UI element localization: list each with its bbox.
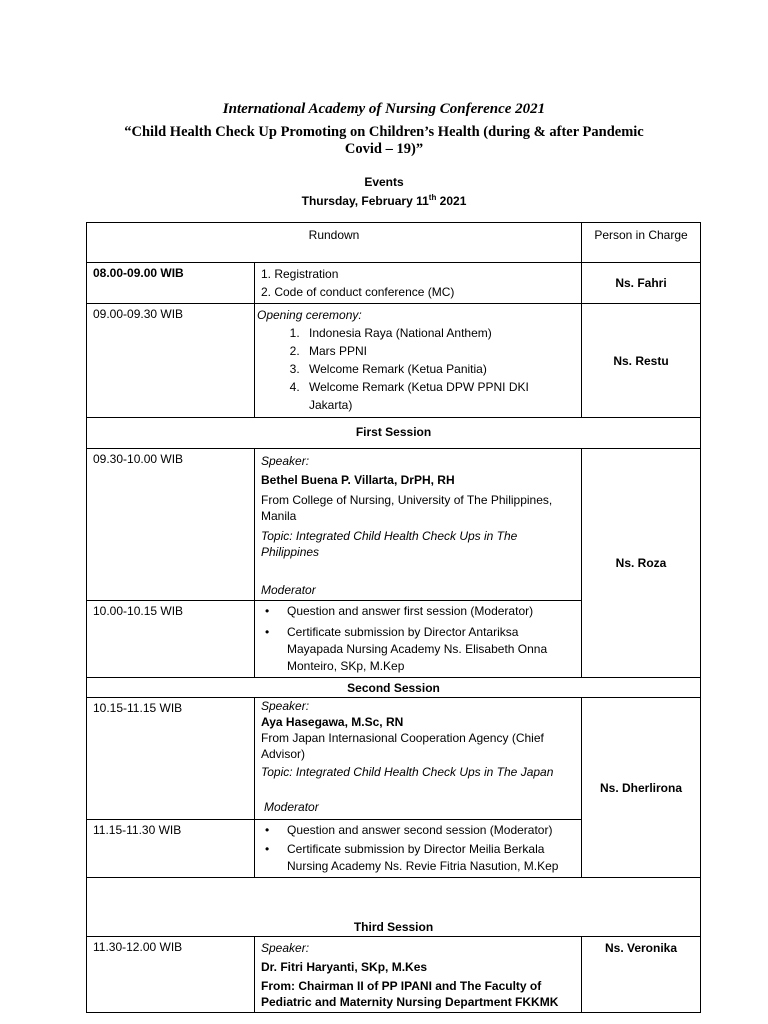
ceremony-list: [257, 324, 575, 414]
time-cell: 10.00-10.15 WIB: [87, 601, 255, 678]
list-item: 2. Code of conduct conference (MC): [261, 285, 455, 299]
list-item: • Certificate submission by Director Meilia Berkala Nursing Academy Ns. Revie Fitria Nasution, M.Kep: [281, 841, 575, 875]
speaker-name: Bethel Buena P. Villarta, DrPH, RH: [261, 473, 455, 487]
list-item: 3. Welcome Remark (Ketua Panitia): [303, 360, 575, 378]
speaker-label: Speaker:: [261, 941, 310, 955]
events-heading: [0, 174, 768, 209]
table-row: [87, 263, 701, 304]
activity-cell: [255, 820, 582, 878]
ceremony-label: Opening ceremony:: [257, 308, 362, 322]
list-item: 1. Indonesia Raya (National Anthem): [303, 324, 575, 342]
session-title: Third Session: [87, 878, 701, 937]
speaker-affiliation: From Japan Internasional Cooperation Agency (Chief Advisor): [261, 731, 544, 761]
conference-theme: “Child Health Check Up Promoting on Children’s Health (during & after Pandemic Covid – 19)”: [124, 124, 644, 157]
speaker-cell: [255, 449, 582, 601]
list-item: • Question and answer second session (Moderator): [281, 822, 575, 839]
time-cell: 10.15-11.15 WIB: [87, 698, 255, 820]
list-item: • Question and answer first session (Moderator): [281, 603, 575, 620]
time-cell: 11.30-12.00 WIB: [87, 937, 255, 1013]
list-item: 4. Welcome Remark (Ketua DPW PPNI DKI Jakarta): [303, 378, 575, 414]
event-date-main: Thursday, February 11: [301, 194, 429, 208]
person-in-charge-cell: Ns. Dherlirona: [582, 698, 701, 878]
speaker-name: Dr. Fitri Haryanti, SKp, M.Kes: [261, 960, 428, 974]
speaker-affiliation: From College of Nursing, University of The Philippines, Manila: [261, 493, 553, 523]
activity-list: [261, 822, 575, 875]
table-row: [87, 698, 701, 820]
conference-title: International Academy of Nursing Conference 2021: [222, 101, 546, 117]
time-cell: 11.15-11.30 WIB: [87, 820, 255, 878]
speaker-label: Speaker:: [261, 699, 310, 713]
person-in-charge-cell: Ns. Fahri: [582, 263, 701, 304]
event-date-year: 2021: [436, 194, 467, 208]
table-header-row: [87, 223, 701, 263]
activity-cell: [255, 263, 582, 304]
activity-cell: [255, 601, 582, 678]
session-title: Second Session: [87, 678, 701, 698]
person-in-charge-cell: Ns. Veronika: [582, 937, 701, 1013]
event-date-suffix: th: [428, 193, 437, 202]
speaker-cell: [255, 698, 582, 820]
list-item: • Certificate submission by Director Antariksa Mayapada Nursing Academy Ns. Elisabeth Onna Monteiro, SKp, M.Kep: [281, 624, 575, 675]
speaker-topic: Topic: Integrated Child Health Check Ups in The Philippines: [261, 529, 518, 559]
table-row: [87, 449, 701, 601]
session-row: [87, 878, 701, 937]
person-in-charge-cell: Ns. Roza: [582, 449, 701, 678]
activity-cell: [255, 304, 582, 418]
list-item: 1. Registration: [261, 267, 339, 281]
time-cell: 08.00-09.00 WIB: [87, 263, 255, 304]
session-row: [87, 418, 701, 449]
table-row: [87, 304, 701, 418]
event-date: [0, 190, 768, 209]
moderator-label: Moderator: [264, 800, 319, 814]
speaker-cell: [255, 937, 582, 1013]
person-in-charge-cell: Ns. Restu: [582, 304, 701, 418]
rundown-table: [86, 222, 701, 1013]
rundown-header: Rundown: [87, 223, 582, 263]
speaker-label: Speaker:: [261, 454, 310, 468]
session-row: [87, 678, 701, 698]
list-item: 2. Mars PPNI: [303, 342, 575, 360]
speaker-name: Aya Hasegawa, M.Sc, RN: [261, 715, 404, 729]
speaker-affiliation: From: Chairman II of PP IPANI and The Faculty of Pediatric and Maternity Nursing Department FKKMK: [261, 979, 559, 1009]
activity-list: [261, 603, 575, 675]
session-title: First Session: [87, 418, 701, 449]
time-cell: 09.00-09.30 WIB: [87, 304, 255, 418]
events-label: Events: [364, 175, 404, 189]
speaker-topic: Topic: Integrated Child Health Check Ups in The Japan: [261, 765, 554, 779]
table-row: [87, 937, 701, 1013]
person-in-charge-header: Person in Charge: [582, 223, 701, 263]
time-cell: 09.30-10.00 WIB: [87, 449, 255, 601]
moderator-label: Moderator: [261, 583, 316, 597]
